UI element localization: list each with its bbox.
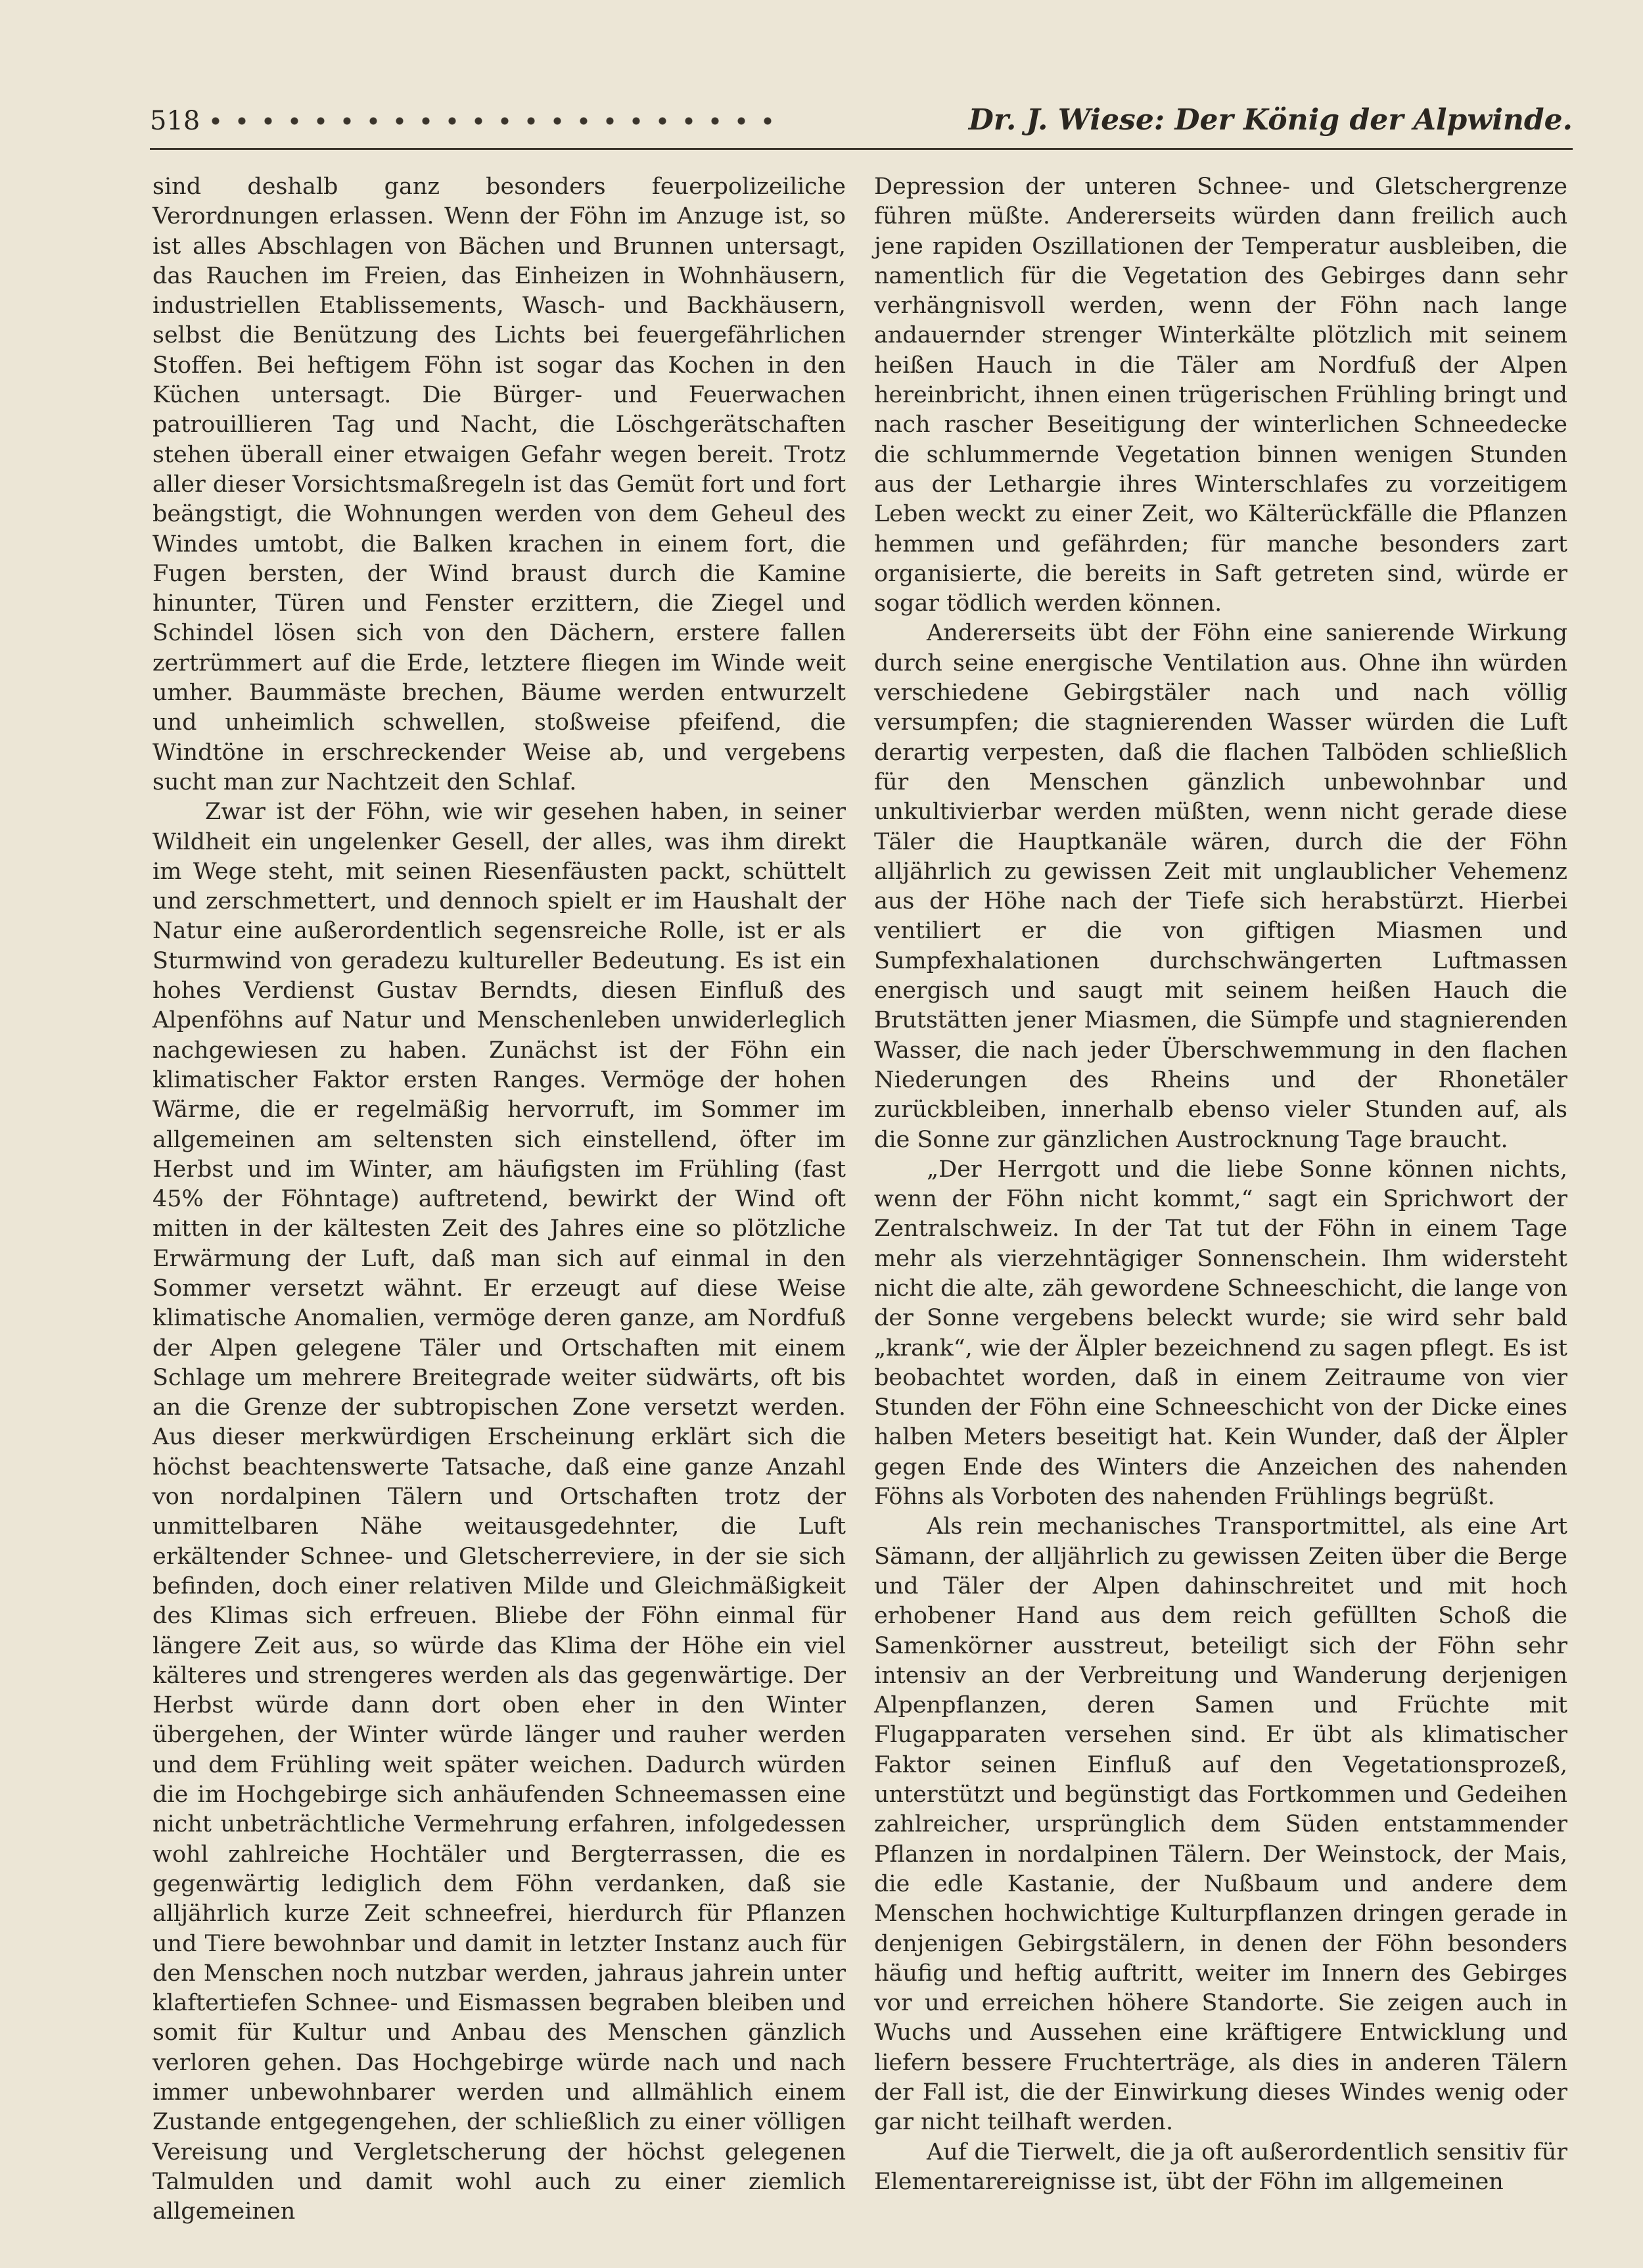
page-header [150, 102, 1573, 150]
right-column [874, 172, 1567, 2195]
paragraph: Als rein mechanisches Transportmittel, als eine Art Sämann, der alljährlich zu gewissen Zeiten über die Berge und Täler der Alpen dahinschreitet und mit hoch erhobener Hand aus dem reich gefüllten Schoß die Samenkörner ausstreut, beteiligt sich der Föhn sehr intensiv an der Verbreitung und Wanderung derjenigen Alpenpflanzen, deren Samen und Früchte mit Flugapparaten versehen sind. Er übt als klimatischer Faktor seinen Einfluß auf den Vegetationsprozeß, unterstützt und begünstigt das Fortkommen und Gedeihen zahlreicher, ursprünglich dem Süden entstammender Pflanzen in nordalpinen Tälern. Der Weinstock, der Mais, die edle Kastanie, der Nußbaum und andere dem Menschen hochwichtige Kulturpflanzen dringen gerade in denjenigen Gebirgstälern, in denen der Föhn besonders häufig und heftig auftritt, weiter im Innern des Gebirges vor und erreichen höhere Standorte. Sie zeigen auch in Wuchs und Aussehen eine kräftigere Entwicklung und liefern bessere Fruchterträge, als dies in anderen Tälern der Fall ist, die der Einwirkung dieses Windes wenig oder gar nicht teilhaft werden. [874, 1513, 1567, 2136]
paragraph: „Der Herrgott und die liebe Sonne können nichts, wenn der Föhn nicht kommt,“ sagt ein Sprichwort der Zentralschweiz. In der Tat tut der Föhn in einem Tage mehr als vierzehntägiger Sonnenschein. Ihm widersteht nicht die alte, zäh gewordene Schneeschicht, die lange von der Sonne vergebens beleckt wurde; sie wird sehr bald „krank“, wie der Älpler bezeichnend zu sagen pflegt. Es ist beobachtet worden, daß in einem Zeitraume von vier Stunden der Föhn eine Schneeschicht von der Dicke eines halben Meters beseitigt hat. Kein Wunder, daß der Älpler gegen Ende des Winters die Anzeichen des nahenden Föhns als Vorboten des nahenden Frühlings begrüßt. [874, 1156, 1567, 1511]
left-column [152, 172, 846, 2225]
paragraph: Depression der unteren Schnee- und Gletschergrenze führen müßte. Andererseits würden dann freilich auch jene rapiden Oszillationen der Temperatur ausbleiben, die namentlich für die Vegetation des Gebirges dann sehr verhängnisvoll werden, wenn der Föhn nach lange andauernder strenger Winterkälte plötzlich mit seinem heißen Hauch in die Täler am Nordfuß der Alpen hereinbricht, ihnen einen trügerischen Frühling bringt und nach rascher Beseitigung der winterlichen Schneedecke die schlummernde Vegetation binnen wenigen Stunden aus der Lethargie ihres Winterschlafes zu vorzeitigem Leben weckt zu einer Zeit, wo Kälterückfälle die Pflanzen hemmen und gefährden; für manche besonders zart organisierte, die bereits in Saft getreten sind, würde er sogar tödlich werden können. [874, 174, 1567, 617]
paragraph: Zwar ist der Föhn, wie wir gesehen haben, in seiner Wildheit ein ungelenker Gesell, der alles, was ihm direkt im Wege steht, mit seinen Riesenfäusten packt, schüttelt und zerschmettert, und dennoch spielt er im Haushalt der Natur eine außerordentlich segensreiche Rolle, ist er als Sturmwind von geradezu kultureller Bedeutung. Es ist ein hohes Verdienst Gustav Berndts, diesen Einfluß des Alpenföhns auf Natur und Menschenleben unwiderleglich nachgewiesen zu haben. Zunächst ist der Föhn ein klimatischer Faktor ersten Ranges. Vermöge der hohen Wärme, die er regelmäßig hervorruft, im Sommer im allgemeinen am seltensten sich einstellend, öfter im Herbst und im Winter, am häufigsten im Frühling (fast 45% der Föhntage) auftretend, bewirkt der Wind oft mitten in der kältesten Zeit des Jahres eine so plötzliche Erwärmung der Luft, daß man sich auf einmal in den Sommer versetzt wähnt. Er erzeugt auf diese Weise klimatische Anomalien, vermöge deren ganze, am Nordfuß der Alpen gelegene Täler und Ortschaften mit einem Schlage um mehrere Breitegrade weiter südwärts, oft bis an die Grenze der subtropischen Zone versetzt werden. Aus dieser merkwürdigen Erscheinung erklärt sich die höchst beachtenswerte Tatsache, daß eine ganze Anzahl von nordalpinen Tälern und Ortschaften trotz der unmittelbaren Nähe weitausgedehnter, die Luft erkältender Schnee- und Gletscherreviere, in der sie sich befinden, doch einer relativen Milde und Gleichmäßigkeit des Klimas sich erfreuen. Bliebe der Föhn einmal für längere Zeit aus, so würde das Klima der Höhe ein viel kälteres und strengeres werden als das gegenwärtige. Der Herbst würde dann dort oben eher in den Winter übergehen, der Winter würde länger und rauher werden und dem Frühling weit später weichen. Dadurch würden die im Hochgebirge sich anhäufenden Schneemassen eine nicht unbeträchtliche Vermehrung erfahren, infolgedessen wohl zahlreiche Hochtäler und Bergterrassen, die es gegenwärtig lediglich dem Föhn verdanken, daß sie alljährlich kurze Zeit schneefrei, hierdurch für Pflanzen und Tiere bewohnbar und damit in letzter Instanz auch für den Menschen noch nutzbar werden, jahraus jahrein unter klaftertiefen Schnee- und Eismassen begraben bleiben und somit für Kultur und Anbau des Menschen gänzlich verloren gehen. Das Hochgebirge würde nach und nach immer unbewohnbarer werden und allmählich einem Zustande entgegengehen, der schließlich zu einer völligen Vereisung und Vergletscherung der höchst gelegenen Talmulden und damit wohl auch zu einer ziemlich allgemeinen [152, 799, 846, 2225]
paragraph: Auf die Tierwelt, die ja oft außerordentlich sensitiv für Elementarereignisse ist, übt der Föhn im allgemeinen [874, 2138, 1567, 2195]
page-number: 518 [150, 106, 200, 136]
running-title: Dr. J. Wiese: Der König der Alpwinde. [968, 103, 1573, 137]
paragraph: Andererseits übt der Föhn eine sanierende Wirkung durch seine energische Ventilation aus. Ohne ihn würden verschiedene Gebirgstäler nach und nach völlig versumpfen; die stagnierenden Wasser würden die Luft derartig verpesten, daß die flachen Talböden schließlich für den Menschen gänzlich unbewohnbar und unkultivierbar werden müßten, wenn nicht gerade diese Täler die Hauptkanäle wären, durch die der Föhn alljährlich zu gewissen Zeit mit unglaublicher Vehemenz aus der Höhe nach der Tiefe sich herabstürzt. Hierbei ventiliert er die von giftigen Miasmen und Sumpfexhalationen durchschwängerten Luftmassen energisch und saugt mit seinem heißen Hauch die Brutstätten jener Miasmen, die Sümpfe und stagnierenden Wasser, die nach jeder Überschwemmung in den flachen Niederungen des Rheins und der Rhonetäler zurückbleiben, innerhalb ebenso vieler Stunden auf, als die Sonne zur gänzlichen Austrocknung Tage braucht. [874, 620, 1567, 1153]
ornament-rule [202, 111, 774, 131]
paragraph: sind deshalb ganz besonders feuerpolizeiliche Verordnungen erlassen. Wenn der Föhn im Anzuge ist, so ist alles Abschlagen von Bächen und Brunnen untersagt, das Rauchen im Freien, das Einheizen in Wohnhäusern, industriellen Etablissements, Wasch- und Backhäusern, selbst die Benützung des Lichts bei feuergefährlichen Stoffen. Bei heftigem Föhn ist sogar das Kochen in den Küchen untersagt. Die Bürger- und Feuerwachen patrouillieren Tag und Nacht, die Löschgerätschaften stehen überall einer etwaigen Gefahr wegen bereit. Trotz aller dieser Vorsichtsmaßregeln ist das Gemüt fort und fort beängstigt, die Wohnungen werden von dem Geheul des Windes umtobt, die Balken krachen in einem fort, die Fugen bersten, der Wind braust durch die Kamine hinunter, Türen und Fenster erzittern, die Ziegel und Schindel lösen sich von den Dächern, erstere fallen zertrümmert auf die Erde, letztere fliegen im Winde weit umher. Baummäste brechen, Bäume werden entwurzelt und unheimlich schwellen, stoßweise pfeifend, die Windtöne in erschreckender Weise ab, und vergebens sucht man zur Nachtzeit den Schlaf. [152, 174, 846, 795]
